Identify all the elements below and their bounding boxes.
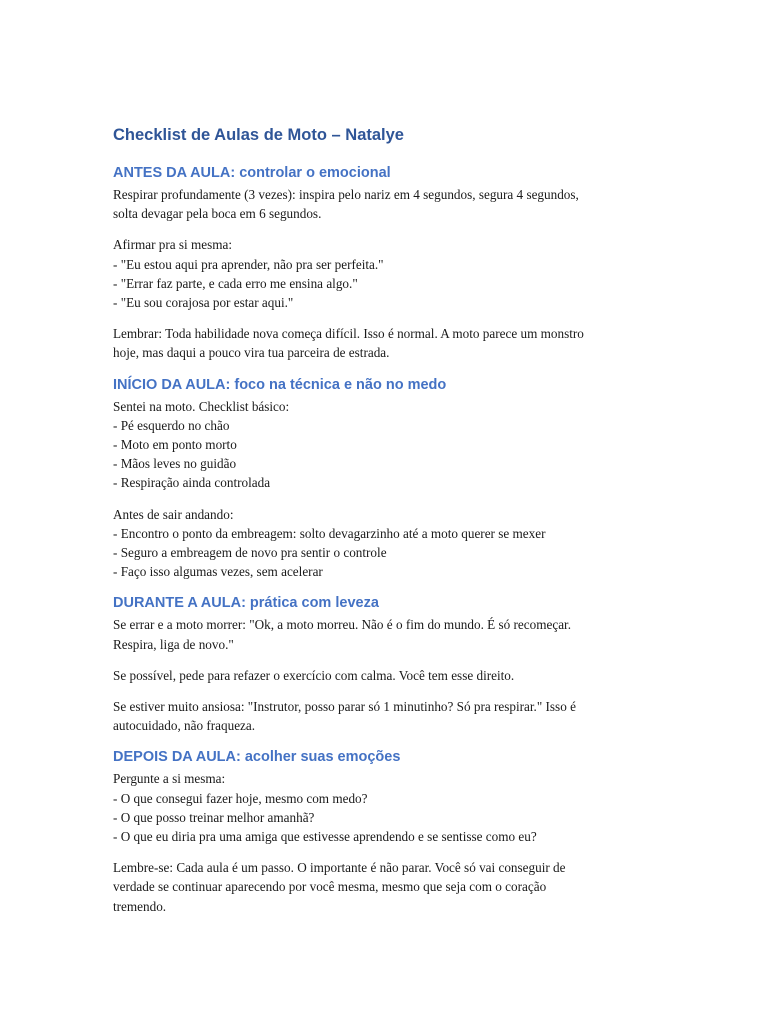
document-page bbox=[113, 124, 653, 928]
text-line: - Moto em ponto morto bbox=[113, 437, 237, 453]
paragraph bbox=[113, 769, 653, 846]
section-heading: INÍCIO DA AULA: foco na técnica e não no medo bbox=[113, 376, 447, 393]
text-line: - O que posso treinar melhor amanhã? bbox=[113, 809, 315, 825]
text-line: - "Eu estou aqui pra aprender, não pra ser perfeita." bbox=[113, 256, 384, 272]
text-line: Se estiver muito ansiosa: "Instrutor, posso parar só 1 minutinho? Só pra respirar." Isso é bbox=[113, 699, 576, 715]
text-line: Antes de sair andando: bbox=[113, 506, 234, 522]
text-line: Sentei na moto. Checklist básico: bbox=[113, 398, 290, 414]
section-heading: DEPOIS DA AULA: acolher suas emoções bbox=[113, 749, 401, 766]
paragraph bbox=[113, 615, 653, 653]
text-line: Lembrar: Toda habilidade nova começa difícil. Isso é normal. A moto parece um monstro bbox=[113, 326, 584, 342]
text-line: - O que consegui fazer hoje, mesmo com medo? bbox=[113, 790, 368, 806]
paragraph bbox=[113, 666, 653, 685]
text-line: autocuidado, não fraqueza. bbox=[113, 718, 256, 734]
paragraph bbox=[113, 185, 653, 223]
document-title: Checklist de Aulas de Moto – Natalye bbox=[113, 126, 404, 144]
text-line: verdade se continuar aparecendo por você mesma, mesmo que seja com o coração bbox=[113, 879, 547, 895]
text-line: - Respiração ainda controlada bbox=[113, 475, 271, 491]
text-line: Lembre-se: Cada aula é um passo. O importante é não parar. Você só vai conseguir de bbox=[113, 860, 566, 876]
text-line: - "Errar faz parte, e cada erro me ensina algo." bbox=[113, 275, 358, 291]
text-line: Se possível, pede para refazer o exercício com calma. Você tem esse direito. bbox=[113, 667, 515, 683]
section bbox=[113, 593, 653, 735]
text-line: Pergunte a si mesma: bbox=[113, 771, 226, 787]
section-heading: ANTES DA AULA: controlar o emocional bbox=[113, 165, 391, 181]
paragraph bbox=[113, 397, 653, 493]
paragraph bbox=[113, 505, 653, 582]
paragraph bbox=[113, 697, 653, 735]
paragraph bbox=[113, 858, 653, 916]
text-line: solta devagar pela boca em 6 segundos. bbox=[113, 206, 322, 222]
text-line: - Faço isso algumas vezes, sem acelerar bbox=[113, 564, 323, 580]
text-line: Respira, liga de novo." bbox=[113, 636, 234, 652]
section-heading: DURANTE A AULA: prática com leveza bbox=[113, 595, 379, 612]
document-body bbox=[113, 163, 653, 916]
section bbox=[113, 747, 653, 915]
text-line: hoje, mas daqui a pouco vira tua parceira de estrada. bbox=[113, 345, 390, 361]
text-line: - O que eu diria pra uma amiga que estivesse aprendendo e se sentisse como eu? bbox=[113, 829, 537, 845]
text-line: Afirmar pra si mesma: bbox=[113, 237, 233, 253]
text-line: - Seguro a embreagem de novo pra sentir o controle bbox=[113, 545, 387, 561]
text-line: - "Eu sou corajosa por estar aqui." bbox=[113, 295, 294, 311]
paragraph bbox=[113, 235, 653, 312]
text-line: tremendo. bbox=[113, 898, 167, 914]
text-line: - Encontro o ponto da embreagem: solto devagarzinho até a moto querer se mexer bbox=[113, 525, 546, 541]
paragraph bbox=[113, 324, 653, 362]
text-line: Se errar e a moto morrer: "Ok, a moto morreu. Não é o fim do mundo. É só recomeçar. bbox=[113, 617, 572, 633]
text-line: - Mãos leves no guidão bbox=[113, 456, 237, 472]
section bbox=[113, 375, 653, 582]
text-line: - Pé esquerdo no chão bbox=[113, 417, 230, 433]
text-line: Respirar profundamente (3 vezes): inspira pelo nariz em 4 segundos, segura 4 segundos, bbox=[113, 187, 579, 202]
section bbox=[113, 163, 653, 363]
